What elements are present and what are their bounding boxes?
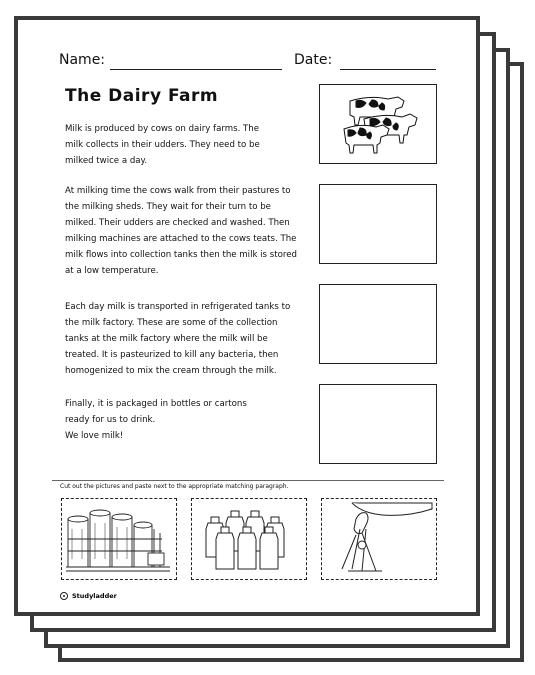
- paragraph-line: homogenized to mix the cream through the milk.: [65, 366, 277, 376]
- brand-name: Studyladder: [72, 592, 117, 600]
- name-writing-line[interactable]: [110, 69, 282, 70]
- cutout-picture-milking-machine[interactable]: [321, 498, 437, 580]
- paragraph-2: [65, 183, 320, 279]
- date-label: Date:: [294, 52, 333, 68]
- paragraph-line: at a low temperature.: [65, 266, 159, 276]
- paragraph-line: At milking time the cows walk from their pastures to: [65, 186, 291, 196]
- picture-box-4[interactable]: [319, 384, 437, 464]
- cutout-picture-factory-tanks[interactable]: [61, 498, 177, 580]
- paragraph-line: Finally, it is packaged in bottles or cartons: [65, 399, 247, 409]
- cut-out-instructions: Cut out the pictures and paste next to the appropriate matching paragraph.: [60, 483, 289, 490]
- studyladder-logo-icon: [60, 592, 68, 600]
- paragraph-line: the milk factory. These are some of the collection: [65, 318, 278, 328]
- cut-divider-line: [52, 480, 444, 481]
- paragraph-line: milk flows into collection tanks then the milk is stored: [65, 250, 297, 260]
- paragraph-line: We love milk!: [65, 431, 124, 441]
- worksheet-title: The Dairy Farm: [65, 86, 219, 106]
- paragraph-1: [65, 121, 320, 169]
- paragraph-line: Milk is produced by cows on dairy farms. The: [65, 124, 260, 134]
- paragraph-3: [65, 299, 320, 379]
- milk-factory-tanks-icon: [62, 499, 175, 578]
- paragraph-line: milking machines are attached to the cows teats. The: [65, 234, 297, 244]
- paragraph-line: tanks at the milk factory where the milk will be: [65, 334, 268, 344]
- milk-bottles-icon: [192, 499, 305, 578]
- studyladder-brand: [60, 592, 117, 600]
- picture-box-1[interactable]: [319, 84, 437, 164]
- paragraph-line: milked twice a day.: [65, 156, 148, 166]
- date-writing-line[interactable]: [340, 69, 436, 70]
- paragraph-line: Each day milk is transported in refrigerated tanks to: [65, 302, 291, 312]
- paragraph-line: treated. It is pasteurized to kill any bacteria, then: [65, 350, 279, 360]
- cutout-picture-milk-bottles[interactable]: [191, 498, 307, 580]
- cows-illustration-icon: [320, 85, 436, 163]
- paragraph-line: the milking sheds. They wait for their turn to be: [65, 202, 271, 212]
- milking-machine-icon: [322, 499, 435, 578]
- picture-box-3[interactable]: [319, 284, 437, 364]
- paragraph-line: ready for us to drink.: [65, 415, 156, 425]
- paragraph-line: milked. Their udders are checked and washed. Then: [65, 218, 290, 228]
- paragraph-4: [65, 396, 320, 444]
- paragraph-line: milk collects in their udders. They need to be: [65, 140, 260, 150]
- worksheet-page: [14, 16, 480, 616]
- name-label: Name:: [59, 52, 106, 68]
- picture-box-2[interactable]: [319, 184, 437, 264]
